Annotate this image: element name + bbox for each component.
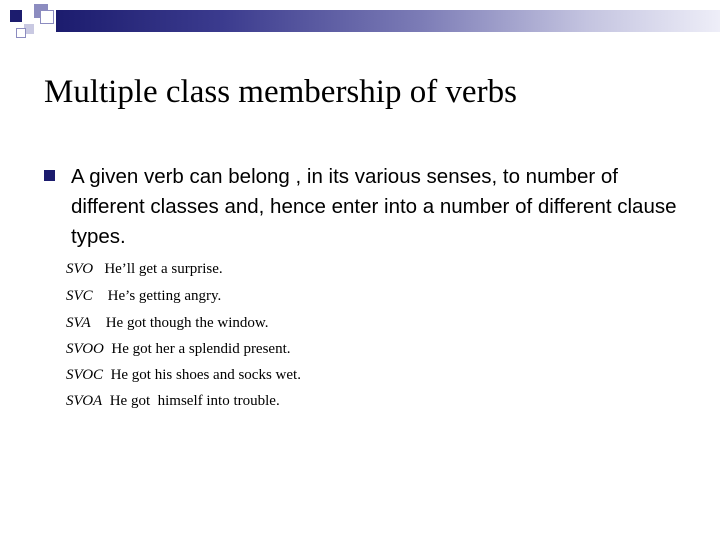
clause-code: SVOO (66, 341, 104, 357)
example-sentence: He got though the window. (105, 315, 269, 331)
example-row (66, 315, 268, 332)
clause-code: SVOA (66, 393, 103, 409)
example-sentence: He got himself into trouble. (109, 393, 280, 409)
example-sentence: He’s getting angry. (107, 288, 222, 304)
example-row (66, 288, 221, 305)
example-sentence: He’ll get a surprise. (104, 261, 223, 277)
example-row (66, 393, 280, 410)
clause-code: SVO (66, 261, 94, 277)
clause-code: SVA (66, 315, 91, 331)
decor-square (40, 10, 54, 24)
example-sentence: He got her a splendid present. (111, 341, 291, 357)
header-gradient-band (56, 10, 720, 32)
example-sentence: He got his shoes and socks wet. (110, 367, 301, 383)
decor-square (16, 28, 26, 38)
clause-code: SVC (66, 288, 93, 304)
decor-square (10, 10, 22, 22)
slide-title: Multiple class membership of verbs (44, 74, 517, 110)
clause-code: SVOC (66, 367, 104, 383)
bullet-text: A given verb can belong , in its various senses, to number of different classes and, hence enter into a number of different clause types. (71, 165, 677, 248)
square-bullet-icon (44, 170, 55, 181)
example-row (66, 261, 223, 278)
example-row (66, 367, 301, 384)
example-row (66, 341, 291, 358)
